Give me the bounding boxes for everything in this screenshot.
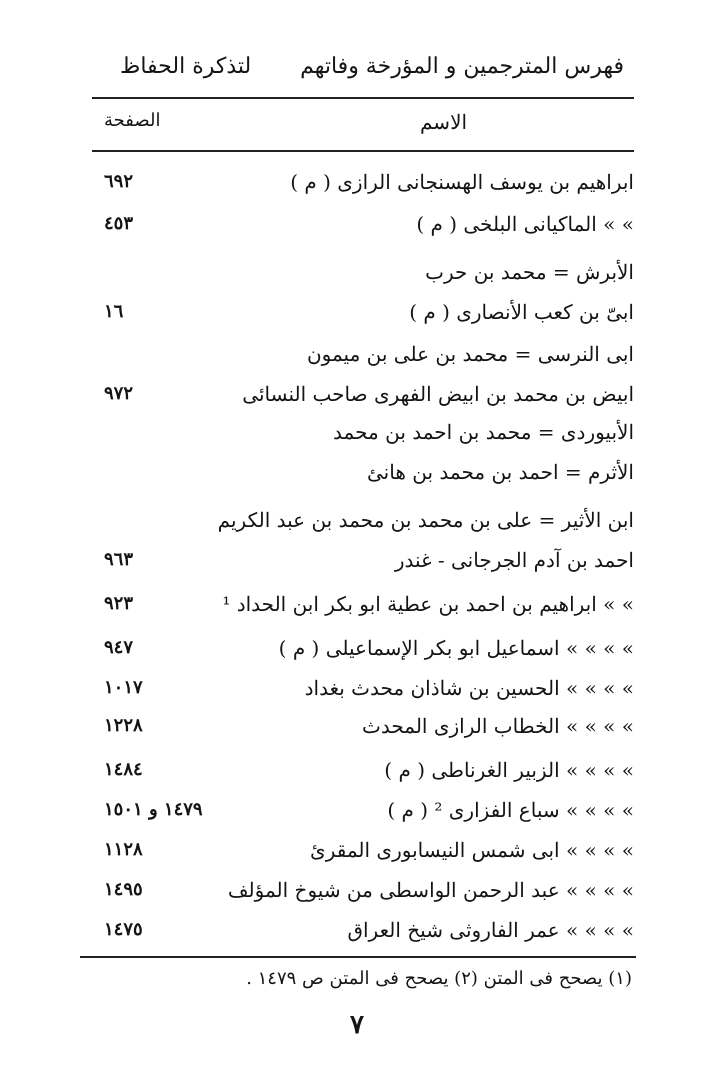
entry-page: ١١٢٨	[104, 839, 143, 860]
entry-name: » » » » اسماعيل ابو بكر الإسماعيلى ( م )	[278, 636, 634, 660]
entry-name: » » ابراهيم بن احمد بن عطية ابو بكر ابن الحداد ¹	[222, 592, 634, 616]
index-entry	[92, 542, 634, 578]
index-entry	[92, 254, 634, 290]
entry-page: ١٦	[104, 301, 124, 322]
entry-name: الأبرش = محمد بن حرب	[425, 260, 634, 284]
entry-page: ٩٧٢	[104, 383, 134, 404]
entry-name: ابى النرسى = محمد بن على بن ميمون	[306, 342, 634, 366]
entry-page: ٦٩٢	[104, 171, 134, 192]
entry-name: الأثرم = احمد بن محمد بن هانئ	[367, 460, 634, 484]
column-header-name: الاسم	[420, 110, 468, 134]
entry-name: » » » » الحسين بن شاذان محدث بغداد	[304, 676, 634, 700]
column-header-rule	[92, 150, 634, 152]
index-entry	[92, 586, 634, 622]
entry-name: » » » » الخطاب الرازى المحدث	[362, 714, 634, 738]
index-entry	[92, 872, 634, 908]
index-entry	[92, 206, 634, 242]
index-entry	[92, 294, 634, 330]
index-entry	[92, 164, 634, 200]
entry-name: » » » » عبد الرحمن الواسطى من شيوخ المؤلف	[227, 878, 634, 902]
running-title-right: فهرس المترجمين و المؤرخة وفاتهم	[300, 54, 624, 79]
index-entry	[92, 414, 634, 450]
entry-name: ابيض بن محمد بن ابيض الفهرى صاحب النسائى	[242, 382, 634, 406]
index-entry	[92, 752, 634, 788]
footnote: (١) يصحح فى المتن (٢) يصحح فى المتن ص ١٤٧٩ .	[246, 968, 632, 989]
entry-page: ٩٤٧	[104, 637, 134, 658]
entry-page: ١٢٢٨	[104, 715, 143, 736]
index-entry	[92, 832, 634, 868]
entry-page: ٩٢٣	[104, 593, 134, 614]
index-entry	[92, 336, 634, 372]
entry-name: ابن الأثير = على بن محمد بن محمد بن عبد الكريم	[217, 508, 634, 532]
column-header-page: الصفحة	[104, 110, 161, 131]
index-entry	[92, 630, 634, 666]
entry-page: ٩٦٣	[104, 549, 134, 570]
entry-name: » » » » عمر الفاروثى شيخ العراق	[347, 918, 634, 942]
entry-name: » » » » الزبير الغرناطى ( م )	[384, 758, 634, 782]
index-entry	[92, 708, 634, 744]
entry-name: ابىّ بن كعب الأنصارى ( م )	[409, 300, 634, 324]
page-number: ٧	[350, 1010, 364, 1040]
entry-page: ١٤٨٤	[104, 759, 143, 780]
entry-page: ١٠١٧	[104, 677, 143, 698]
entry-page: ٤٥٣	[104, 213, 134, 234]
entry-page: ١٤٧٥	[104, 919, 143, 940]
entry-name: » » الماكيانى البلخى ( م )	[416, 212, 634, 236]
index-entry	[92, 912, 634, 948]
entry-name: » » » » سباع الفزارى ² ( م )	[387, 798, 634, 822]
entry-name: احمد بن آدم الجرجانى - غندر	[394, 548, 634, 572]
index-entry	[92, 376, 634, 412]
entry-page: ١٤٩٥	[104, 879, 143, 900]
running-title-left: لتذكرة الحفاظ	[120, 54, 252, 79]
index-entry	[92, 670, 634, 706]
entry-name: ابراهيم بن يوسف الهسنجانى الرازى ( م )	[290, 170, 634, 194]
entry-name: الأبيوردى = محمد بن احمد بن محمد	[333, 420, 634, 444]
index-entry	[92, 502, 634, 538]
entry-name: » » » » ابى شمس النيسابورى المقرئ	[310, 838, 634, 862]
index-entry	[92, 454, 634, 490]
header-rule	[92, 97, 634, 99]
footnote-rule	[80, 956, 636, 958]
entry-page: ١٤٧٩ و ١٥٠١	[104, 799, 203, 820]
index-entry	[92, 792, 634, 828]
